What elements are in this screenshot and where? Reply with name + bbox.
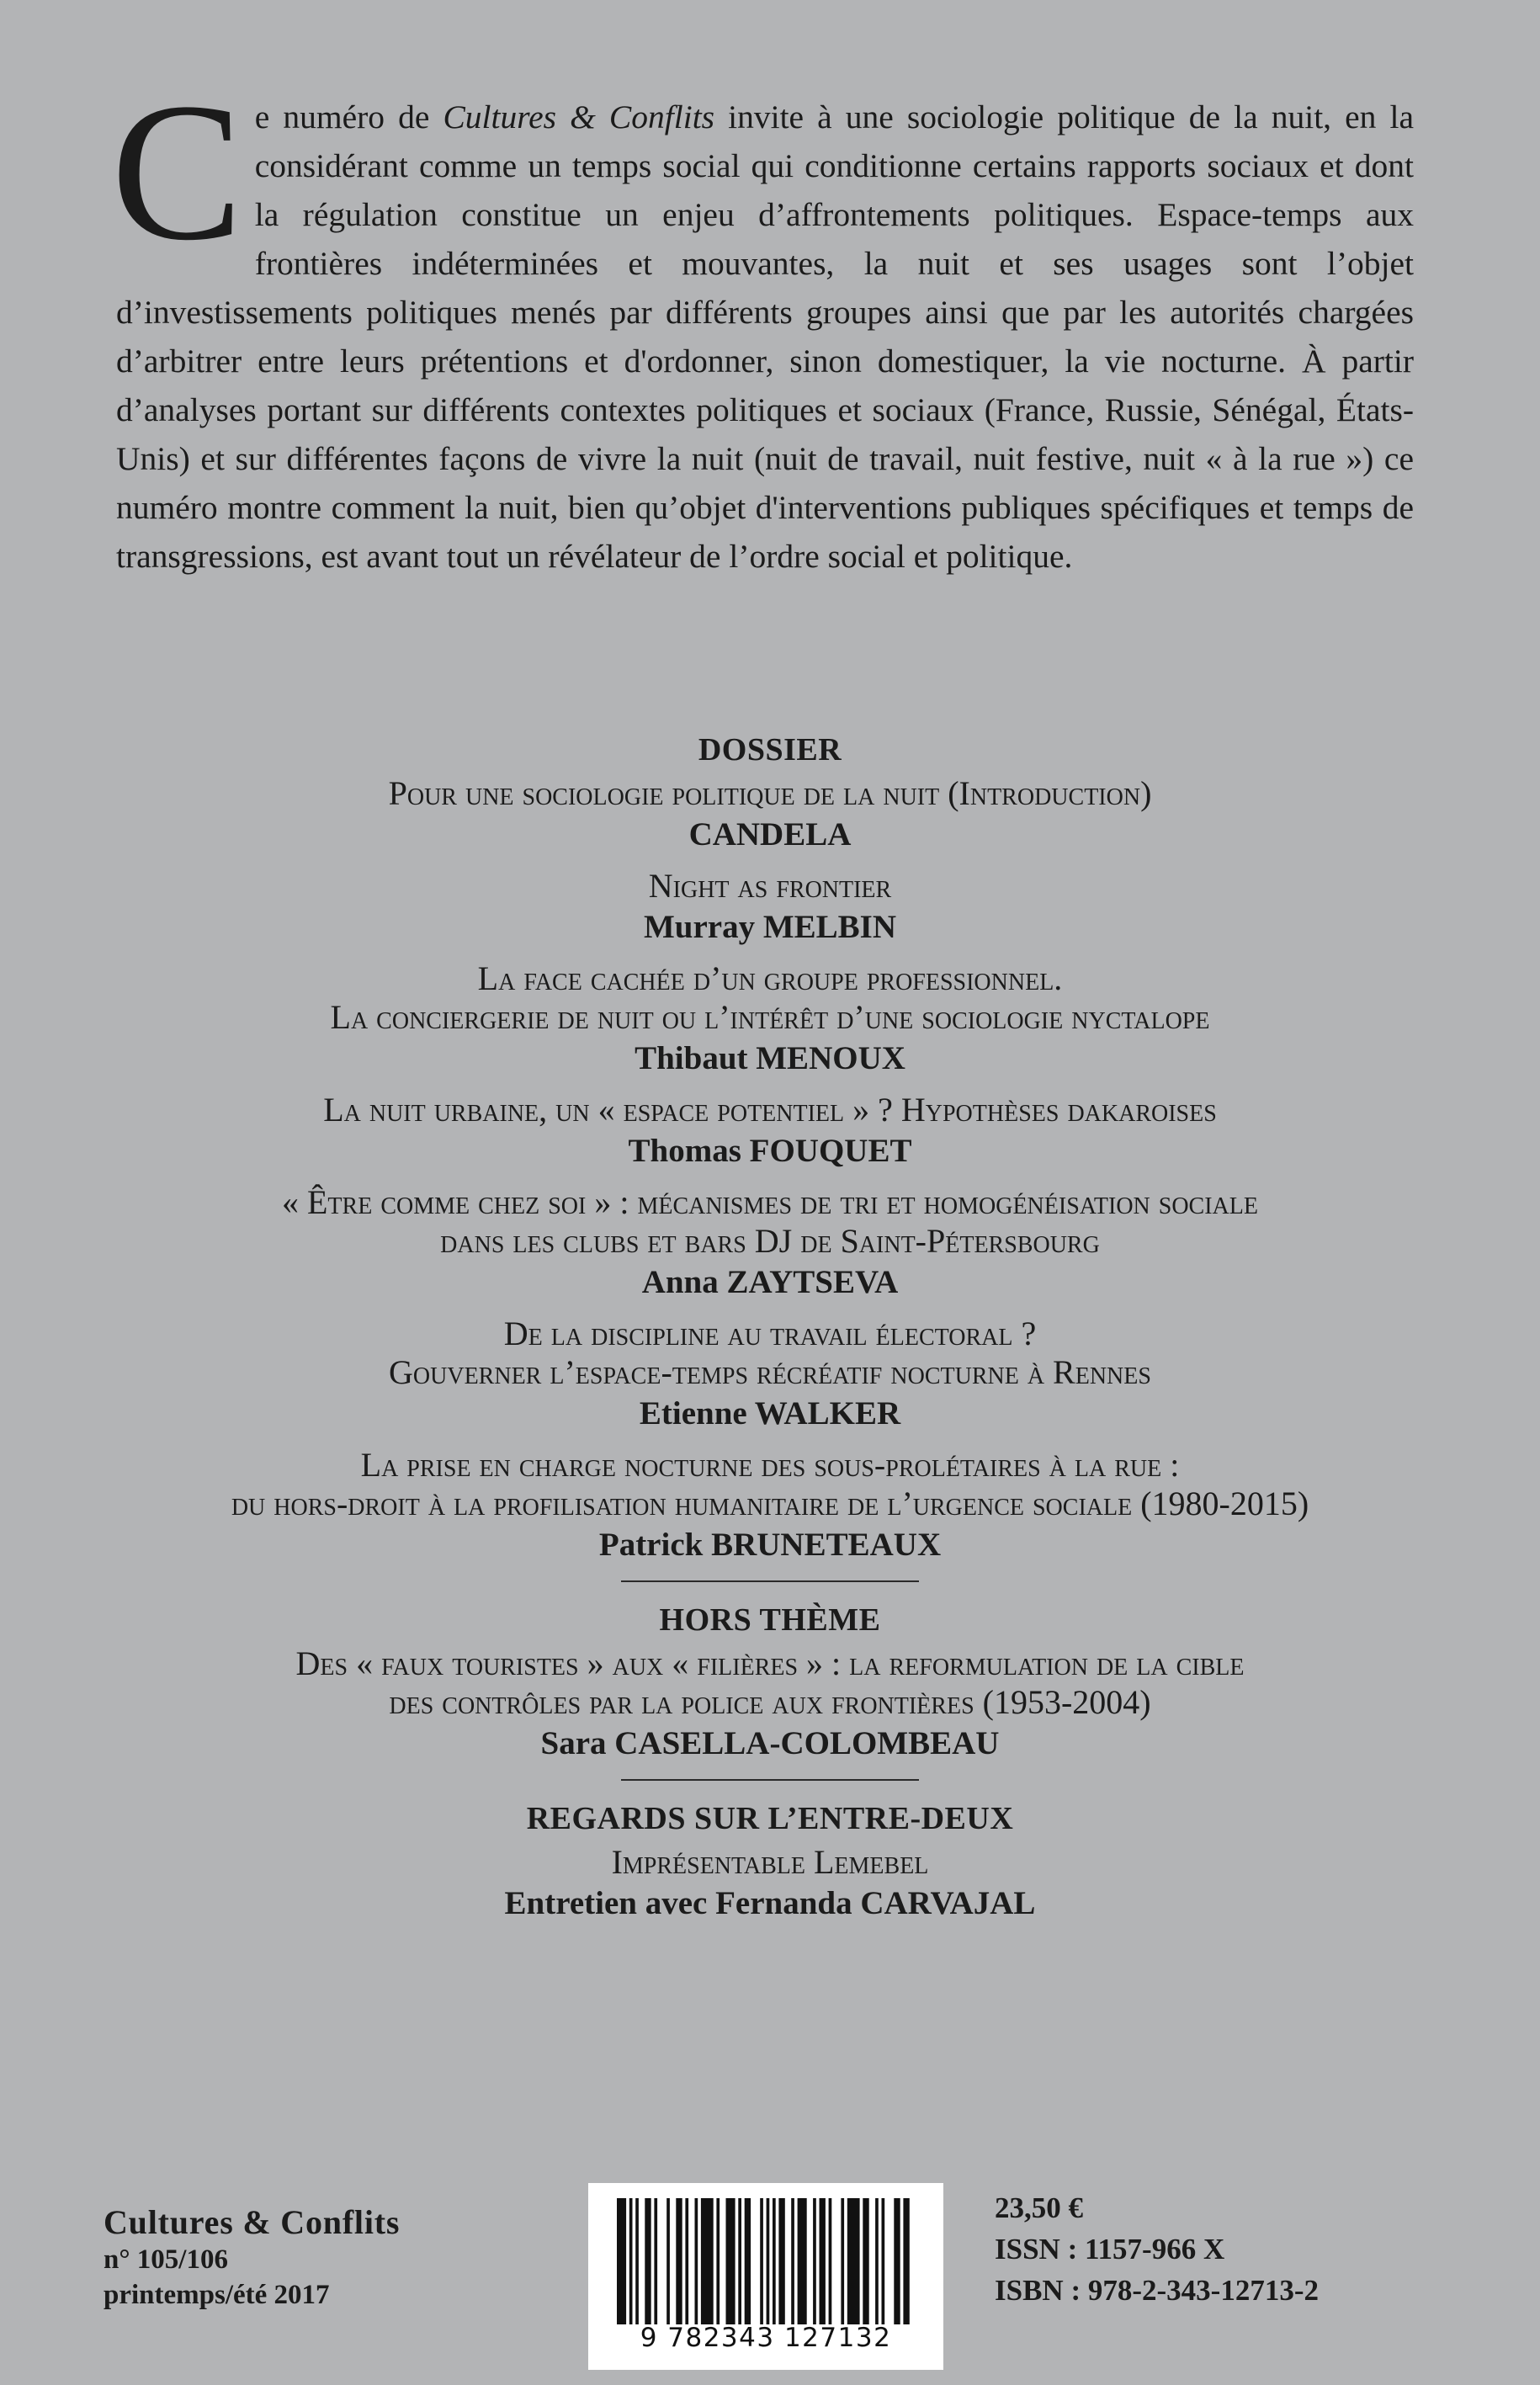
article-author: Patrick BRUNETEAUX xyxy=(598,1527,942,1563)
barcode-digits: 9 782343 127132 xyxy=(640,2323,892,2353)
article-title: De la discipline au travail électoral ? xyxy=(503,1315,1037,1352)
article-title: Pour une sociologie politique de la nuit (Introduction) xyxy=(388,774,1152,812)
barcode-bar xyxy=(716,2198,720,2324)
article-title: Night as frontier xyxy=(648,867,892,905)
barcode-bar xyxy=(726,2198,735,2324)
barcode-bar xyxy=(676,2198,682,2324)
barcode-bar xyxy=(882,2198,885,2324)
journal-info xyxy=(104,2203,541,2313)
toc-entry xyxy=(84,867,1456,948)
toc-entry xyxy=(84,774,1456,855)
price: 23,50 € xyxy=(995,2191,1083,2224)
toc-entry xyxy=(84,1315,1456,1434)
article-title: La prise en charge nocturne des sous-prolétaires à la rue : xyxy=(360,1446,1180,1484)
article-title: du hors-droit à la profilisation humanitaire de l’urgence sociale (1980-2015) xyxy=(231,1485,1309,1522)
barcode-bar xyxy=(841,2198,844,2324)
barcode-bar xyxy=(635,2198,639,2324)
barcode-bar xyxy=(629,2198,633,2324)
barcode-bar xyxy=(760,2198,763,2324)
section-divider xyxy=(621,1779,919,1781)
barcode-bar xyxy=(685,2198,688,2324)
article-title: « Être comme chez soi » : mécanismes de tri et homogénéisation sociale xyxy=(282,1183,1258,1221)
barcode xyxy=(588,2183,943,2370)
article-title: La face cachée d’un groupe professionnel. xyxy=(477,959,1063,997)
barcode-bar xyxy=(813,2198,816,2324)
intro-text-start: e numéro de xyxy=(254,98,443,135)
barcode-bar xyxy=(863,2198,868,2324)
barcode-bar xyxy=(617,2198,626,2324)
isbn: ISBN : 978-2-343-12713-2 xyxy=(995,2274,1319,2307)
barcode-bar xyxy=(798,2198,807,2324)
toc-entry xyxy=(84,959,1456,1079)
barcode-bar xyxy=(654,2198,657,2324)
article-title: Gouverner l’espace-temps récréatif nocturne à Rennes xyxy=(389,1353,1151,1391)
issue-season: printemps/été 2017 xyxy=(104,2280,330,2310)
section-dossier xyxy=(84,729,1456,1565)
barcode-bar xyxy=(829,2198,832,2324)
section-hors-theme xyxy=(84,1599,1456,1764)
journal-name: Cultures & Conflits xyxy=(104,2203,401,2241)
section-heading: HORS THÈME xyxy=(659,1602,881,1638)
article-author: Etienne WALKER xyxy=(639,1395,901,1432)
barcode-bar xyxy=(903,2198,909,2324)
article-title: des contrôles par la police aux frontières (1953-2004) xyxy=(389,1683,1151,1721)
article-author: Murray MELBIN xyxy=(643,909,897,945)
barcode-bar xyxy=(778,2198,784,2324)
barcode-bar xyxy=(645,2198,651,2324)
article-title: Des « faux touristes » aux « filières » : la reformulation de la cible xyxy=(295,1644,1245,1682)
toc-entry xyxy=(84,1843,1456,1924)
section-regards xyxy=(84,1798,1456,1924)
intro-paragraph xyxy=(111,62,1414,581)
article-author: Thomas FOUQUET xyxy=(628,1133,912,1169)
article-author: Sara CASELLA-COLOMBEAU xyxy=(540,1725,1000,1761)
article-author: Thibaut MENOUX xyxy=(635,1040,905,1076)
article-title: Imprésentable Lemebel xyxy=(611,1843,929,1881)
barcode-bar xyxy=(666,2198,670,2324)
barcode-bar xyxy=(767,2198,770,2324)
barcode-bar xyxy=(791,2198,794,2324)
article-author: Anna ZAYTSEVA xyxy=(641,1264,899,1300)
section-divider xyxy=(621,1580,919,1582)
article-author: CANDELA xyxy=(688,816,852,853)
article-title: La conciergerie de nuit ou l’intérêt d’une sociologie nyctalope xyxy=(330,998,1210,1036)
barcode-bar xyxy=(894,2198,900,2324)
article-title: La nuit urbaine, un « espace potentiel » ? Hypothèses dakaroises xyxy=(323,1091,1217,1129)
section-heading: DOSSIER xyxy=(698,732,842,768)
price-block xyxy=(995,2187,1500,2311)
issn: ISSN : 1157-966 X xyxy=(995,2233,1225,2265)
intro-text-rest: invite à une sociologie politique de la nuit, en la considérant comme un temps social qui conditionne certains rapports sociaux et dont la régulation constitue un enjeu d’affrontements politiques. Espace-temps aux frontières indéterminées et mouvantes, la nuit et ses usages sont l’objet d’investissements politiques menés par différents groupes ainsi que par les autorités chargées d’arbitrer entre leurs prétentions et d'ordonner, sinon domestiquer, la vie nocturne. À partir d’analyses portant sur différents contextes politiques et sociaux (France, Russie, Sénégal, États-Unis) et sur différentes façons de vivre la nuit (nuit de travail, nuit festive, nuit « à la rue ») ce numéro montre comment la nuit, bien qu’objet d'interventions publiques spécifiques et temps de transgressions, est avant tout un révélateur de l’ordre social et politique. xyxy=(116,98,1414,575)
barcode-bar xyxy=(701,2198,714,2324)
table-of-contents xyxy=(84,729,1456,1924)
barcode-bar xyxy=(695,2198,698,2324)
issue-number: n° 105/106 xyxy=(104,2244,228,2275)
barcode-bar xyxy=(738,2198,741,2324)
article-title: dans les clubs et bars DJ de Saint-Pétersbourg xyxy=(440,1222,1100,1260)
barcode-bar xyxy=(773,2198,776,2324)
barcode-bar xyxy=(820,2198,826,2324)
barcode-bar xyxy=(847,2198,860,2324)
toc-entry xyxy=(84,1091,1456,1171)
toc-entry xyxy=(84,1183,1456,1303)
drop-cap: C xyxy=(111,62,243,281)
barcode-bars-icon xyxy=(617,2198,915,2324)
barcode-bar xyxy=(745,2198,751,2324)
barcode-bar xyxy=(875,2198,879,2324)
article-author: Entretien avec Fernanda CARVAJAL xyxy=(504,1885,1036,1921)
toc-entry xyxy=(84,1446,1456,1565)
intro-journal-name: Cultures & Conflits xyxy=(443,98,715,135)
toc-entry xyxy=(84,1644,1456,1764)
section-heading: REGARDS SUR L’ENTRE-DEUX xyxy=(526,1801,1014,1836)
